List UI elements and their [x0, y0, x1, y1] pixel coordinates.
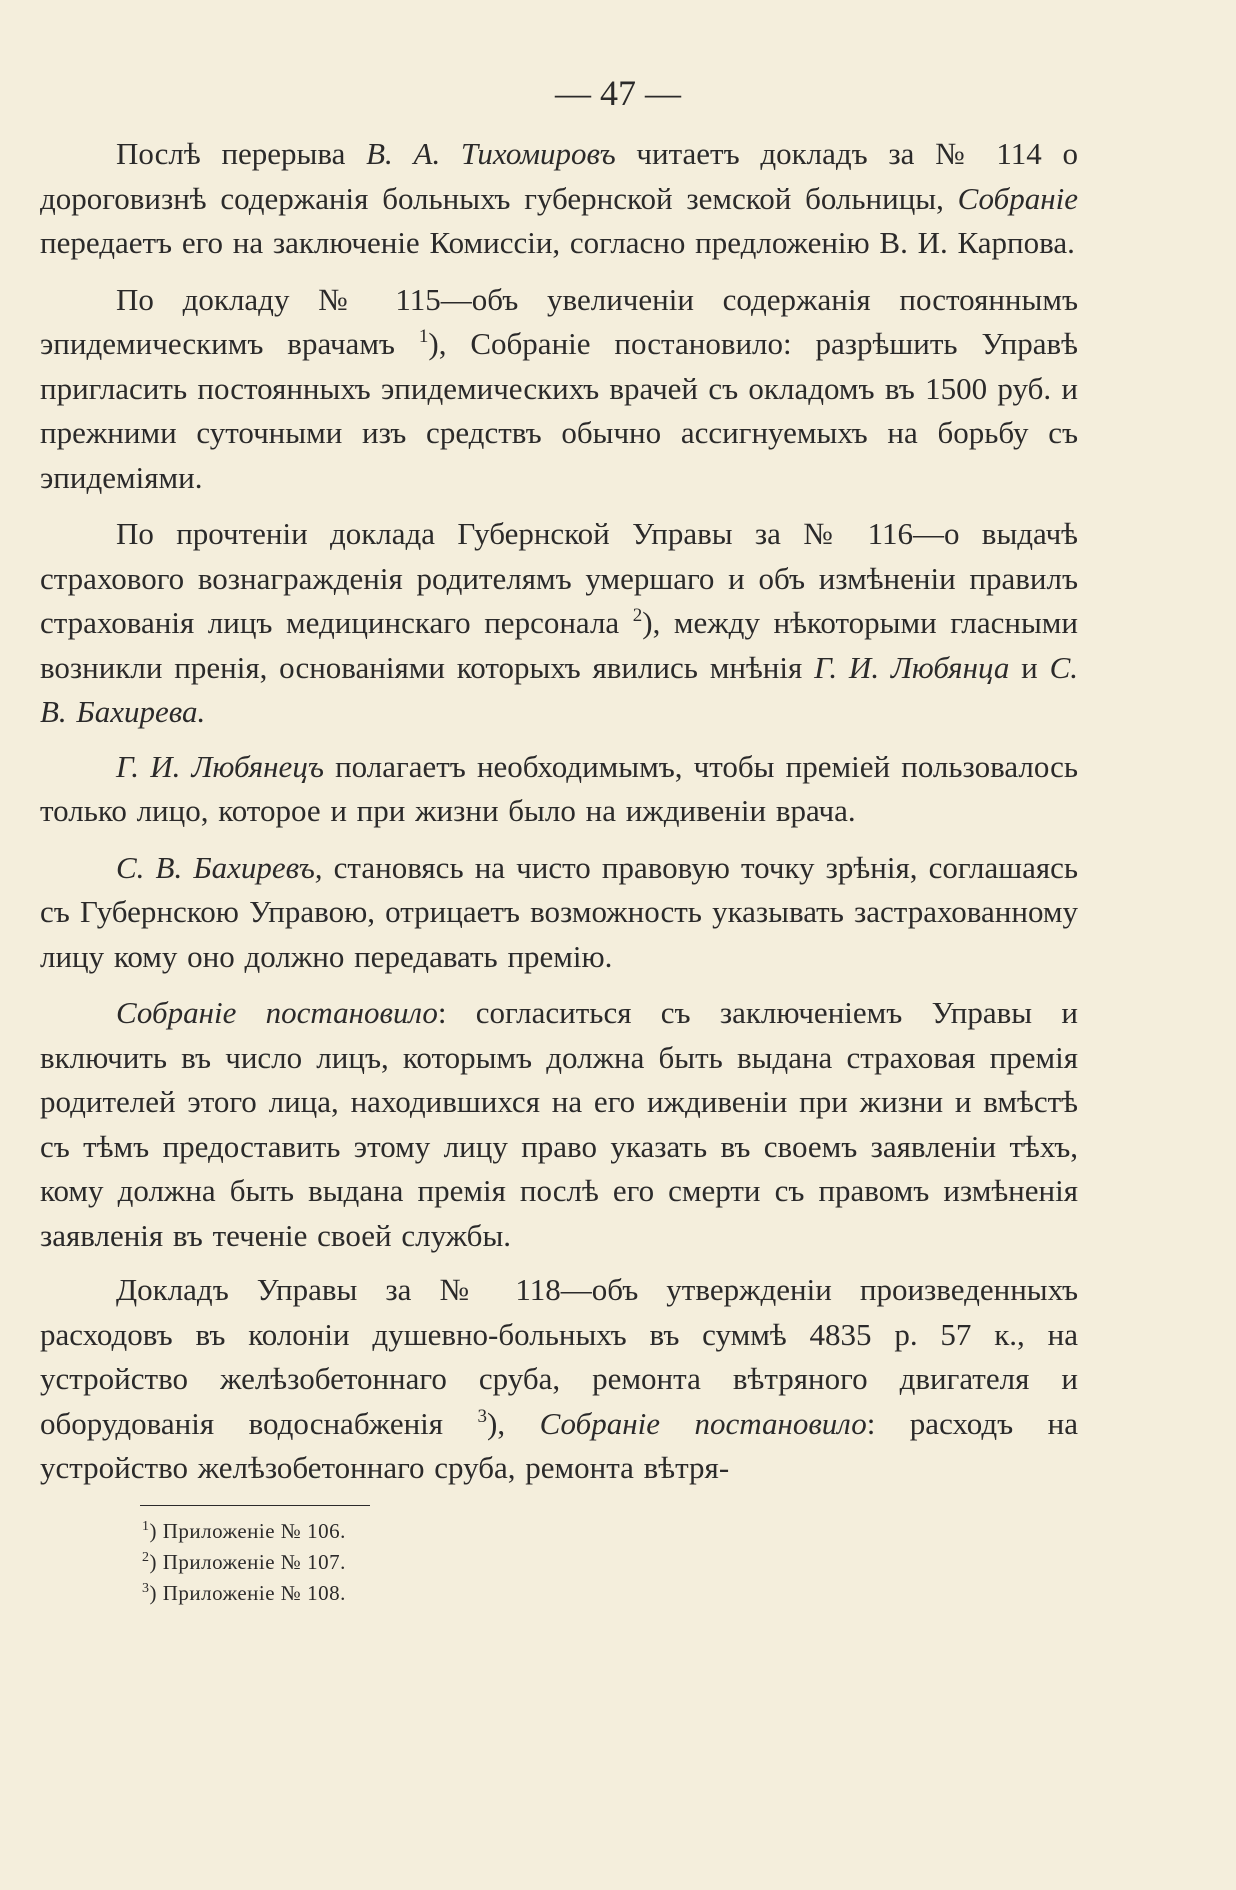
footnote	[40, 1578, 1078, 1609]
footnote-divider	[140, 1505, 370, 1506]
footnote-text: ) Приложеніе № 108.	[149, 1580, 346, 1605]
italic-text: С. В. Бахиревъ,	[116, 849, 323, 885]
body-text	[40, 132, 1078, 1491]
italic-text: С. В. Бахирева.	[40, 649, 1078, 729]
text-run: По прочтеніи доклада Губернской Управы за № 116—о выдачѣ страхового вознагражденія родителямъ умершаго и объ измѣненіи правилъ страхованія лицъ медицинскаго персонала	[40, 516, 1078, 640]
italic-text: Собраніе постановило	[539, 1405, 867, 1441]
page-number: — 47 —	[555, 73, 681, 113]
footnote	[40, 1516, 1078, 1547]
footnote-text: ) Приложеніе № 106.	[149, 1518, 346, 1543]
text-run: Докладъ Управы за № 118—объ утвержденіи произведенныхъ расходовъ въ колоніи душевно-больныхъ въ суммѣ 4835 р. 57 к., на устройство желѣзобетоннаго сруба, ремонта вѣтряного двигателя и оборудованія водоснабженія	[40, 1272, 1078, 1441]
paragraph	[40, 846, 1078, 980]
paragraph	[40, 132, 1078, 266]
footnote-mark: 3	[142, 1580, 150, 1596]
footnotes	[40, 1516, 1078, 1609]
italic-text: Собраніе постановило	[116, 995, 438, 1030]
text-run: ), Собраніе постановило: разрѣшить Управѣ пригласить постоянныхъ эпидемическихъ врачей съ окладомъ въ 1500 руб. и прежними суточными изъ средствъ обычно ассигнуемыхъ на борьбу съ эпидеміями.	[40, 326, 1078, 495]
footnote-reference: 1	[418, 326, 429, 347]
footnote	[40, 1547, 1078, 1578]
paragraph	[40, 1268, 1078, 1491]
text-run: передаетъ его на заключеніе Комиссіи, согласно предложенію В. И. Карпова.	[40, 225, 1075, 260]
text-run: Послѣ перерыва	[116, 136, 367, 171]
text-run: : согласиться съ заключеніемъ Управы и включить въ число лицъ, которымъ должна быть выдана страховая премія родителей этого лица, находившихся на его иждивеніи при жизни и вмѣстѣ съ тѣмъ предоставить этому лицу право указать въ своемъ заявленіи тѣхъ, кому должна быть выдана премія послѣ его смерти съ правомъ измѣненія заявленія въ теченіе своей службы.	[40, 995, 1079, 1253]
italic-text: Собраніе	[957, 180, 1078, 216]
paragraph	[40, 512, 1078, 735]
paragraph	[40, 991, 1078, 1258]
text-run: : расходъ на устройство желѣзобетоннаго сруба, ремонта вѣтря-	[40, 1405, 1078, 1485]
text-run: и	[1009, 649, 1050, 685]
footnote-mark: 1	[142, 1518, 150, 1534]
italic-text: Г. И. Любянецъ	[116, 748, 324, 784]
footnote-reference: 2	[632, 605, 643, 626]
text-run: По докладу № 115—объ увеличеніи содержанія постояннымъ эпидемическимъ врачамъ	[40, 281, 1078, 361]
paragraph	[40, 745, 1078, 834]
footnote-text: ) Приложеніе № 107.	[149, 1549, 346, 1574]
text-run: ),	[487, 1405, 540, 1441]
text-run: полагаетъ необходимымъ, чтобы преміей пользовалось только лицо, которое и при жизни было на иждивеніи врача.	[40, 748, 1078, 828]
footnote-reference: 3	[477, 1405, 488, 1427]
text-run: читаетъ докладъ за № 114 о дороговизнѣ содержанія больныхъ губернской земской больницы,	[40, 136, 1079, 216]
italic-text: В. А. Тихомировъ	[366, 136, 616, 171]
text-run: ), между нѣкоторыми гласными возникли пренія, основаніями которыхъ явились мнѣнія	[40, 605, 1078, 685]
paragraph	[40, 278, 1078, 501]
italic-text: Г. И. Любянца	[814, 649, 1010, 685]
footnote-mark: 2	[142, 1549, 150, 1565]
text-run: становясь на чисто правовую точку зрѣнія, соглашаясь съ Губернскою Управою, отрицаетъ возможность указывать застрахованному лицу кому оно должно передавать премію.	[40, 849, 1078, 974]
